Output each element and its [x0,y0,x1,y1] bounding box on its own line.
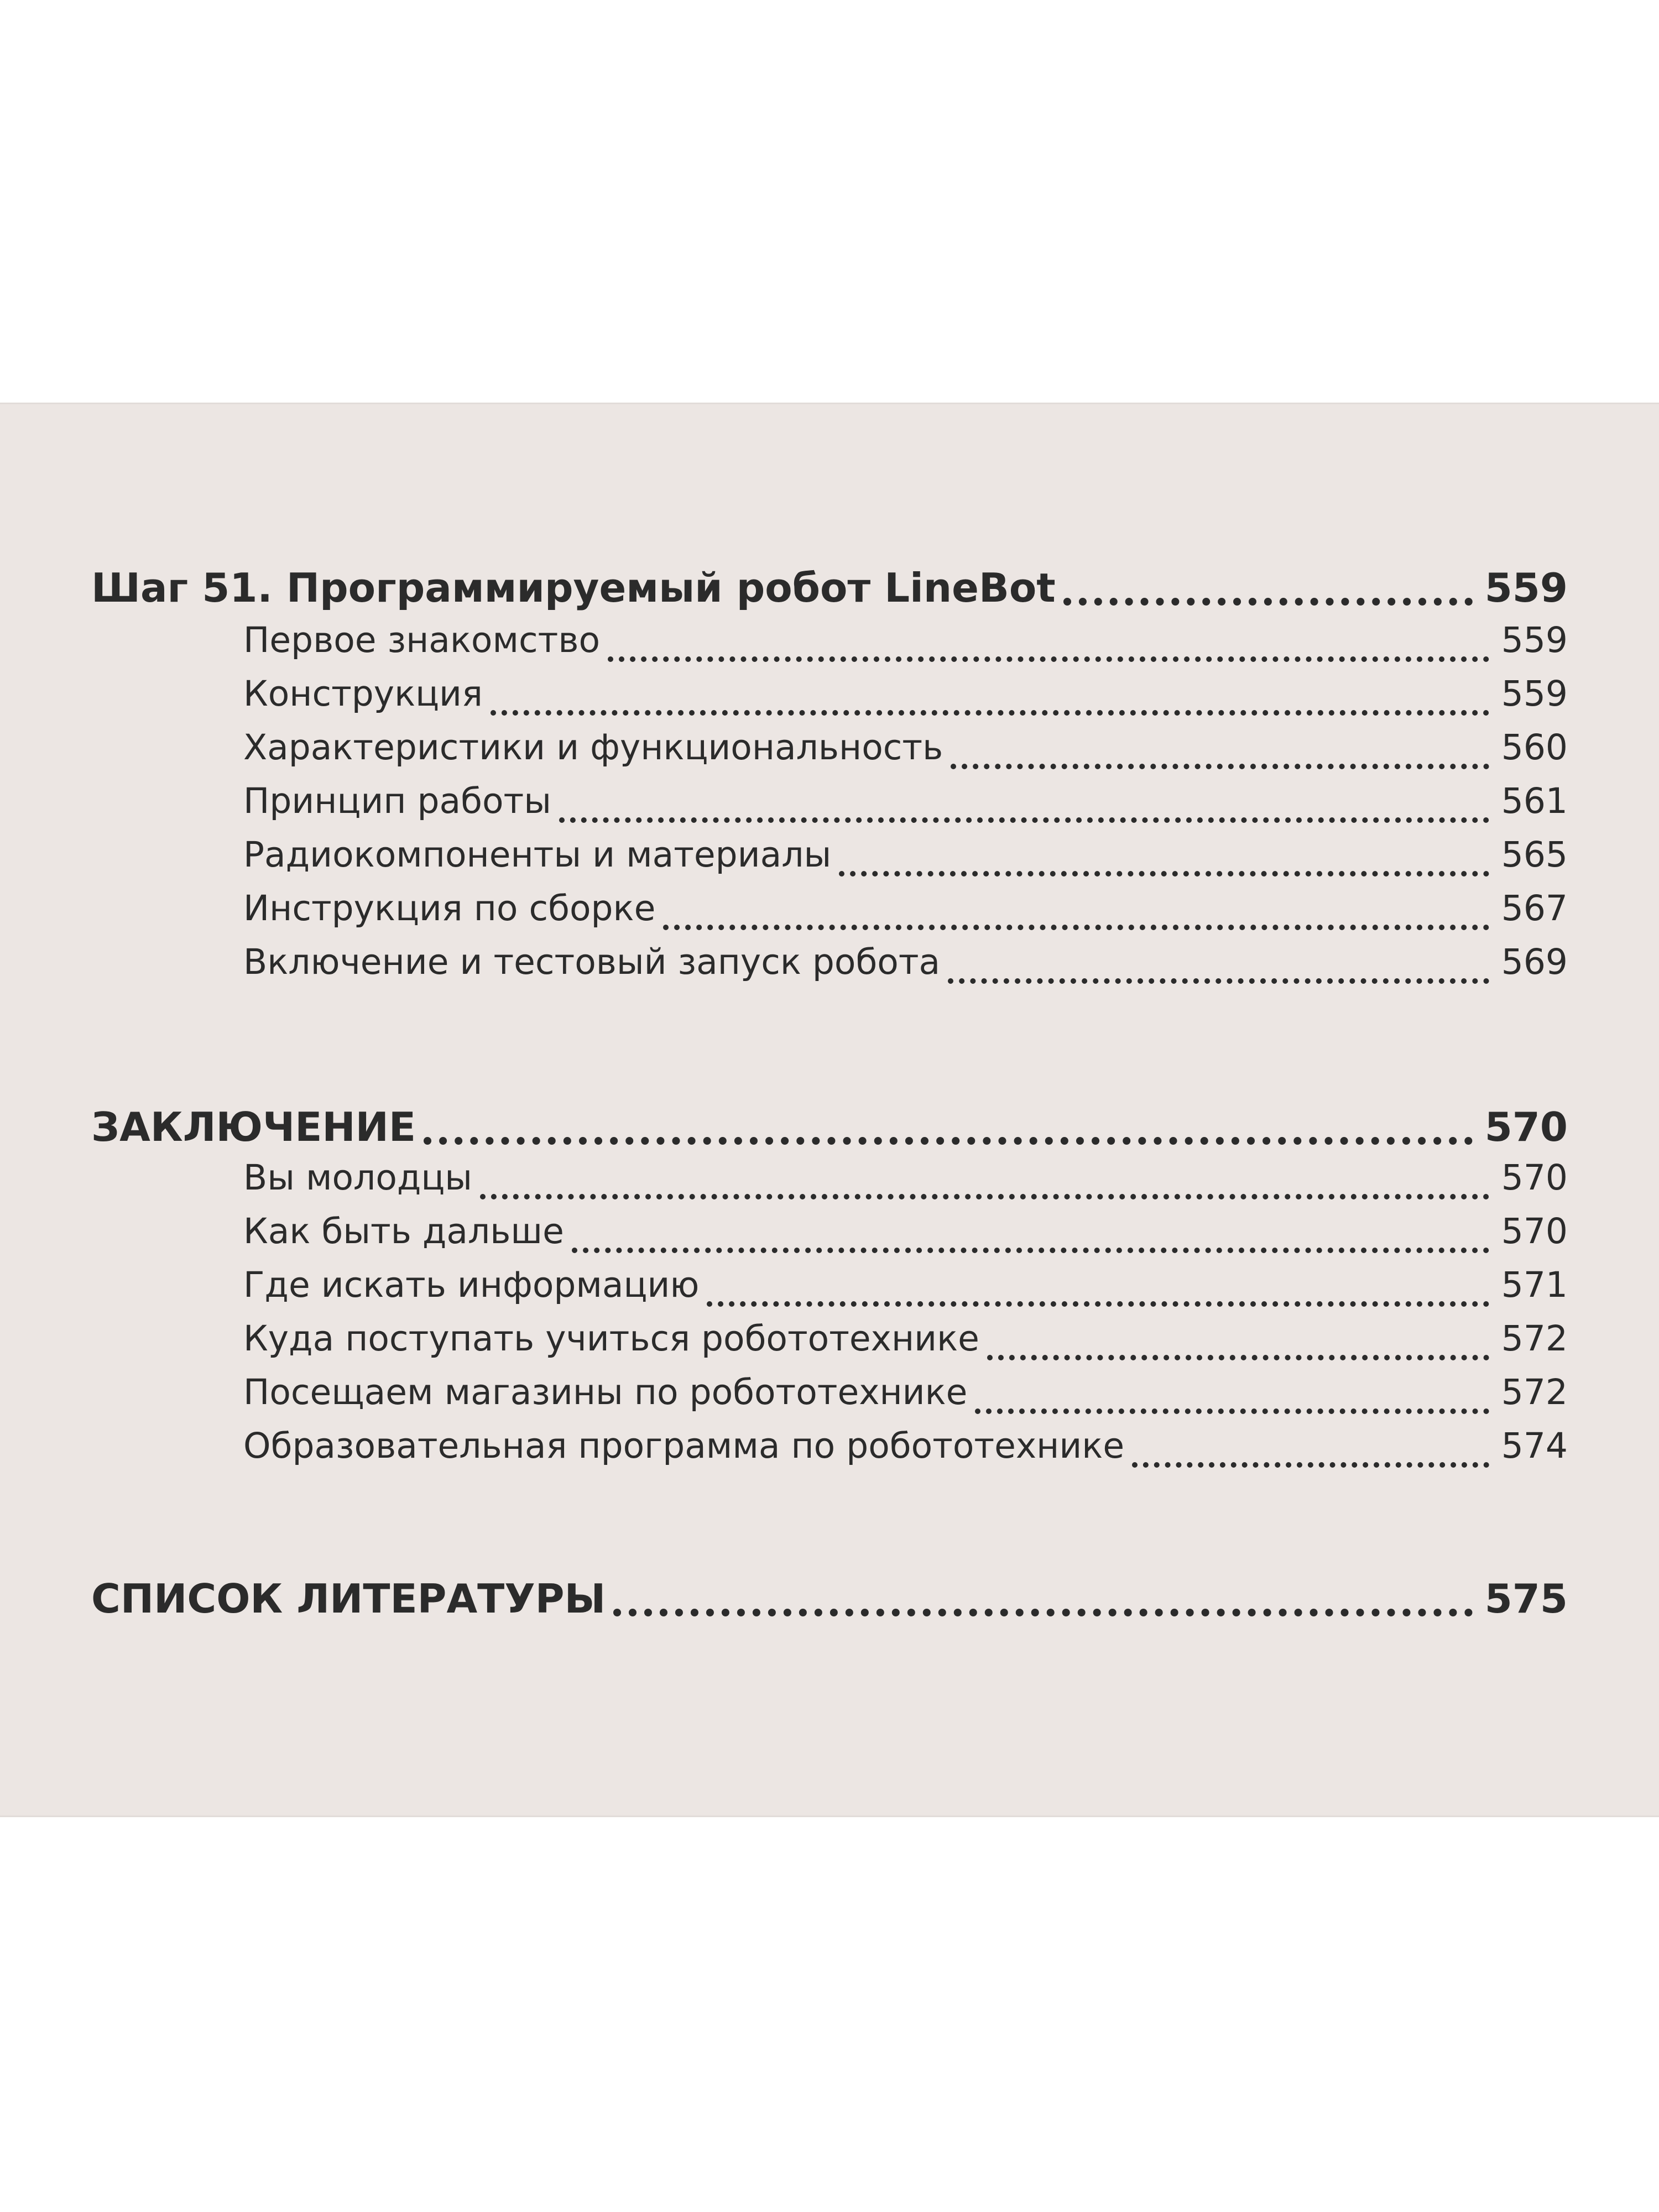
toc-page-number: 569 [1501,942,1568,982]
toc-chapter-bibliography[interactable] [91,1575,1568,1629]
toc-page-number: 567 [1501,888,1568,928]
dot-leader [559,817,1489,823]
toc-page-number: 560 [1501,727,1568,768]
toc-page-number: 572 [1501,1318,1568,1359]
toc-item[interactable] [243,1211,1568,1264]
toc-page-number: 565 [1501,834,1568,875]
toc-page-number: 572 [1501,1372,1568,1412]
toc-item-title: Как быть дальше [243,1211,564,1251]
dot-leader [707,1301,1489,1307]
toc-page-number: 570 [1484,1104,1568,1150]
dot-leader [613,1609,1473,1616]
dot-leader [491,710,1489,716]
toc-item-title: Принцип работы [243,781,551,821]
dot-leader [839,871,1489,877]
toc-chapter-title: Шаг 51. Программируемый робот LineBot [91,565,1056,611]
dot-leader [951,764,1489,769]
toc-item[interactable] [243,727,1568,780]
toc-item[interactable] [243,942,1568,995]
toc-item[interactable] [243,834,1568,888]
toc-item-title: Первое знакомство [243,620,601,660]
toc-page-number: 570 [1501,1211,1568,1251]
toc-item-title: Радиокомпоненты и материалы [243,834,832,875]
dot-leader [663,925,1489,930]
toc-item[interactable] [243,1318,1568,1371]
toc-page-number: 559 [1501,674,1568,714]
toc-item-title: Вы молодцы [243,1157,473,1198]
toc-item[interactable] [243,888,1568,941]
toc-item-title: Образовательная программа по робототехнике [243,1426,1125,1466]
dot-leader [948,978,1489,984]
dot-leader [1132,1462,1489,1468]
toc-item-title: Куда поступать учиться робототехнике [243,1318,979,1359]
table-of-contents [0,404,1659,1815]
toc-item[interactable] [243,781,1568,834]
toc-item-title: Инструкция по сборке [243,888,656,928]
toc-item-title: Посещаем магазины по робототехнике [243,1372,968,1412]
toc-item[interactable] [243,1157,1568,1211]
toc-item-title: Характеристики и функциональность [243,727,943,768]
dot-leader [480,1194,1489,1199]
toc-chapter-conclusion[interactable] [91,1104,1568,1157]
toc-item[interactable] [243,1372,1568,1425]
dot-leader [572,1248,1489,1253]
toc-page-number: 570 [1501,1157,1568,1198]
toc-item[interactable] [243,674,1568,727]
dot-leader [1063,598,1473,606]
dot-leader [987,1355,1489,1360]
toc-page-number: 561 [1501,781,1568,821]
toc-chapter-title: ЗАКЛЮЧЕНИЕ [91,1104,416,1150]
toc-page-number: 575 [1484,1575,1568,1622]
book-page [0,403,1659,1817]
toc-item[interactable] [243,620,1568,673]
toc-item-title: Где искать информацию [243,1265,700,1305]
toc-item[interactable] [243,1426,1568,1479]
toc-chapter-title: СПИСОК ЛИТЕРАТУРЫ [91,1575,606,1622]
toc-page-number: 559 [1484,565,1568,611]
toc-page-number: 559 [1501,620,1568,660]
toc-item-title: Конструкция [243,674,483,714]
toc-page-number: 571 [1501,1265,1568,1305]
toc-item-title: Включение и тестовый запуск робота [243,942,941,982]
dot-leader [424,1137,1473,1145]
toc-page-number: 574 [1501,1426,1568,1466]
dot-leader [608,656,1489,662]
toc-chapter-linebot[interactable] [91,565,1568,618]
toc-item[interactable] [243,1265,1568,1318]
dot-leader [975,1408,1489,1414]
